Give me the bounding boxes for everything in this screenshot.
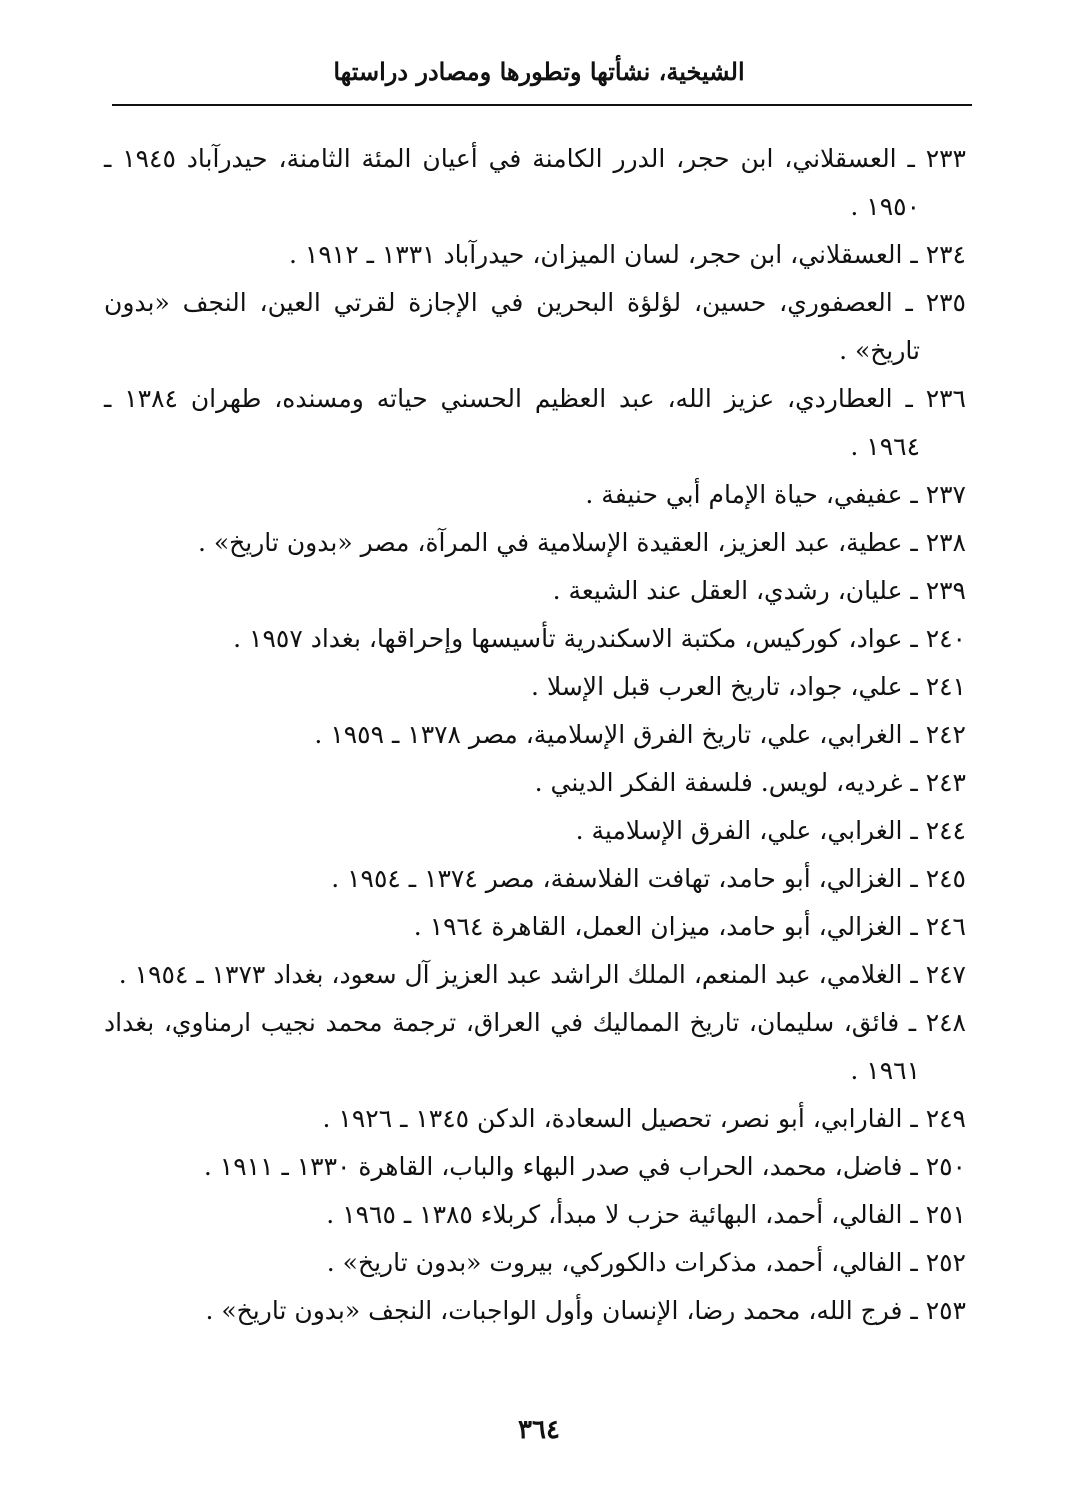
bibliography-entry: ٢٤٢ ـ الغرابي، علي، تاريخ الفرق الإسلامية، مصر ١٣٧٨ ـ ١٩٥٩ . [314, 720, 966, 749]
bibliography-entry: ٢٣٧ ـ عفيفي، حياة الإمام أبي حنيفة . [585, 480, 966, 509]
bibliography-entry: ٢٥١ ـ الفالي، أحمد، البهائية حزب لا مبدأ، كربلاء ١٣٨٥ ـ ١٩٦٥ . [326, 1200, 966, 1229]
running-title: الشيخية، نشأتها وتطورها ومصادر دراستها [333, 57, 745, 86]
bibliography-entry: ٢٤٤ ـ الغرابي، علي، الفرق الإسلامية . [575, 816, 966, 845]
bibliography-entry: ٢٤٨ ـ فائق، سليمان، تاريخ المماليك في العراق، ترجمة محمد نجيب ارمناوي، بغداد ١٩٦١ . [104, 1008, 966, 1085]
bibliography-entry: ٢٣٣ ـ العسقلاني، ابن حجر، الدرر الكامنة في أعيان المئة الثامنة، حيدرآباد ١٩٤٥ ـ ١٩٥٠ . [104, 144, 966, 221]
bibliography-entry: ٢٣٩ ـ عليان، رشدي، العقل عند الشيعة . [552, 576, 966, 605]
bibliography-entry: ٢٥٢ ـ الفالي، أحمد، مذكرات دالكوركي، بيروت «بدون تاريخ» . [326, 1248, 966, 1277]
bibliography-entry: ٢٣٤ ـ العسقلاني، ابن حجر، لسان الميزان، حيدرآباد ١٣٣١ ـ ١٩١٢ . [289, 240, 966, 269]
bibliography-entry: ٢٤١ ـ علي، جواد، تاريخ العرب قبل الإسلا . [531, 672, 966, 701]
bibliography-entry: ٢٤٧ ـ الغلامي، عبد المنعم، الملك الراشد عبد العزيز آل سعود، بغداد ١٣٧٣ ـ ١٩٥٤ . [118, 960, 966, 989]
header-divider [112, 104, 972, 106]
bibliography-entry: ٢٥٣ ـ فرج الله، محمد رضا، الإنسان وأول الواجبات، النجف «بدون تاريخ» . [205, 1296, 966, 1325]
page-number: ٣٦٤ [518, 1415, 560, 1445]
bibliography-list [104, 135, 966, 1335]
bibliography-entry: ٢٣٦ ـ العطاردي، عزيز الله، عبد العظيم الحسني حياته ومسنده، طهران ١٣٨٤ ـ ١٩٦٤ . [104, 384, 966, 461]
bibliography-entry: ٢٤٩ ـ الفارابي، أبو نصر، تحصيل السعادة، الدكن ١٣٤٥ ـ ١٩٢٦ . [322, 1104, 966, 1133]
bibliography-entry: ٢٤٥ ـ الغزالي، أبو حامد، تهافت الفلاسفة، مصر ١٣٧٤ ـ ١٩٥٤ . [331, 864, 966, 893]
bibliography-entry: ٢٤٠ ـ عواد، كوركيس، مكتبة الاسكندرية تأسيسها وإحراقها، بغداد ١٩٥٧ . [233, 624, 966, 653]
bibliography-entry: ٢٤٣ ـ غرديه، لويس. فلسفة الفكر الديني . [534, 768, 966, 797]
bibliography-entry: ٢٤٦ ـ الغزالي، أبو حامد، ميزان العمل، القاهرة ١٩٦٤ . [413, 912, 966, 941]
bibliography-entry: ٢٣٨ ـ عطية، عبد العزيز، العقيدة الإسلامية في المرآة، مصر «بدون تاريخ» . [197, 528, 966, 557]
bibliography-entry: ٢٥٠ ـ فاضل، محمد، الحراب في صدر البهاء والباب، القاهرة ١٣٣٠ ـ ١٩١١ . [203, 1152, 966, 1181]
bibliography-entry: ٢٣٥ ـ العصفوري، حسين، لؤلؤة البحرين في الإجازة لقرتي العين، النجف «بدون تاريخ» . [104, 288, 966, 365]
